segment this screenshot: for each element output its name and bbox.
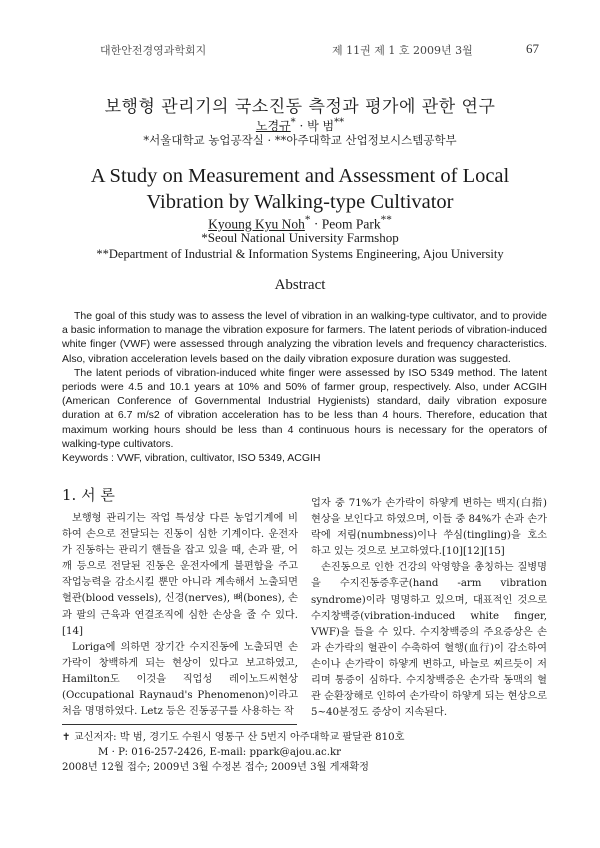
author1-ko: 노경규	[255, 119, 291, 133]
affiliation-en-1: *Seoul National University Farmshop	[201, 230, 399, 245]
abstract-paragraph-1: The goal of this study was to assess the level of vibration in an walking-type cultivator, and to provide a basic information to manage the vibration exposure for farmers. The latent periods of vibration-induced white finger (VWF) were assessed through analyzing the vibration levels and frequency characteristics. Also, vibration acceleration levels based on the daily vibration exposure duration was suggested.	[62, 310, 547, 365]
intro-paragraph-3: 손진동으로 인한 건강의 악영향을 총칭하는 질병명을 수지진동증후군(hand -arm vibration syndrome)이라 명명하고 있으며, 대표적인 것으로 수지창백증(vibration-induced white finger, VWF)을 들을 수 있다. 수지창백증의 주요증상은 손과 손가락의 혈관이 수축하여 혈행(血行)이 감소하여 손이나 손가락이 하얗게 변하고, 바늘로 찌르듯이 저리며 통증이 심하다. 수지창백증은 손가락 동맥의 혈관 순환장해로 인하여 손가락이 하얗게 되는 현상으로 5~40분정도 증상이 지속된다.	[311, 562, 547, 719]
abstract-body	[62, 309, 547, 465]
author2-ko: 박 범	[307, 119, 335, 133]
title-en-line2: Vibration by Walking-type Cultivator	[146, 191, 454, 213]
affiliations-korean: *서울대학교 농업공작실 · **아주대학교 산업정보시스템공학부	[143, 133, 457, 147]
abstract-paragraph-2: The latent periods of vibration-induced white finger were assessed by ISO 5349 method. The latent periods were 4.5 and 10.1 years at 10% and 50% of farmer group, respectively. Also, under ACGIH (American Conference of Governmental Industrial Hygienists) standard, daily vibration exposure duration at 6.7 m/s2 of vibration acceleration has to be less than 4 hours. Therefore, education that maximum working hours should be less than 4 continuous hours is necessary for the operators of walking-type cultivators.	[62, 366, 547, 450]
author2-ko-mark: **	[334, 117, 345, 128]
author1-en-mark: *	[304, 214, 311, 226]
footnote-corresponding-author: ✝ 교신저자: 박 범, 경기도 수원시 영통구 산 5번지 아주대학교 팔달관 810호	[62, 732, 405, 743]
author2-en: Peom Park	[321, 216, 381, 232]
affiliation-en-2: **Department of Industrial & Information Systems Engineering, Ajou University	[96, 247, 504, 261]
intro-paragraph-2: Loriga에 의하면 장기간 수지진동에 노출되면 손가락이 창백하게 되는 현상이 있다고 보고하였고, Hamilton도 이것을 직업성 레이노드씨현상(Occupational Raynaud's Phenomenon)이라고 처음 명명하였다. Letz 등은 진동공구를 사용하는 작	[62, 641, 298, 718]
footnote-divider	[62, 724, 297, 725]
abstract-heading: Abstract	[274, 277, 326, 293]
running-header-journal: 대한안전경영과학회지	[100, 44, 207, 57]
title-en-line1: A Study on Measurement and Assessment of Local	[90, 165, 510, 187]
running-header-volume: 제 11권 제 1 호 2009년 3월	[332, 44, 473, 57]
page-number: 67	[526, 41, 539, 56]
footnote-dates: 2008년 12월 접수; 2009년 3월 수정본 접수; 2009년 3월 게재확정	[62, 762, 370, 773]
author-separator-ko: ·	[295, 119, 308, 133]
section-heading-introduction: 1. 서 론	[62, 486, 115, 504]
keywords: Keywords : VWF, vibration, cultivator, ISO 5349, ACGIH	[62, 452, 321, 465]
title-english	[0, 163, 600, 215]
intro-paragraph-1: 보행형 관리기는 작업 특성상 다른 농업기계에 비하여 손으로 전달되는 진동이 심한 기계이다. 운전자가 진동하는 관리기 핸들을 잡고 있을 때, 손과 팔, 어깨 등으로 전달된 진동은 운전자에게 불편함을 주고 작업능력을 감소시킬 뿐만 아니라 계속해서 노출되면 혈관(blood vessels), 신경(nerves), 뼈(bones), 손과 팔의 근육과 연결조직에 심한 손상을 줄 수 있다.[14]	[62, 513, 298, 637]
author2-en-mark: **	[380, 214, 392, 226]
author1-en: Kyoung Kyu Noh	[208, 216, 305, 232]
footnote	[62, 730, 547, 775]
footnote-contact: M · P: 016-257-2426, E-mail: ppark@ajou.ac.kr	[98, 747, 342, 758]
body-column-right	[311, 496, 547, 721]
intro-paragraph-2-cont: 업자 중 71%가 손가락이 하얗게 변하는 백지(白指)현상을 보인다고 하였으며, 이들 중 84%가 손과 손가락에 저림(numbness)이나 쑤심(tingling)을 호소하고 있는 것으로 보고하였다.[10][12][15]	[311, 498, 547, 558]
title-korean: 보행형 관리기의 국소진동 측정과 평가에 관한 연구	[104, 97, 496, 117]
author-separator-en: ·	[310, 216, 322, 232]
body-column-left	[62, 511, 298, 720]
author1-ko-mark: *	[290, 117, 296, 128]
